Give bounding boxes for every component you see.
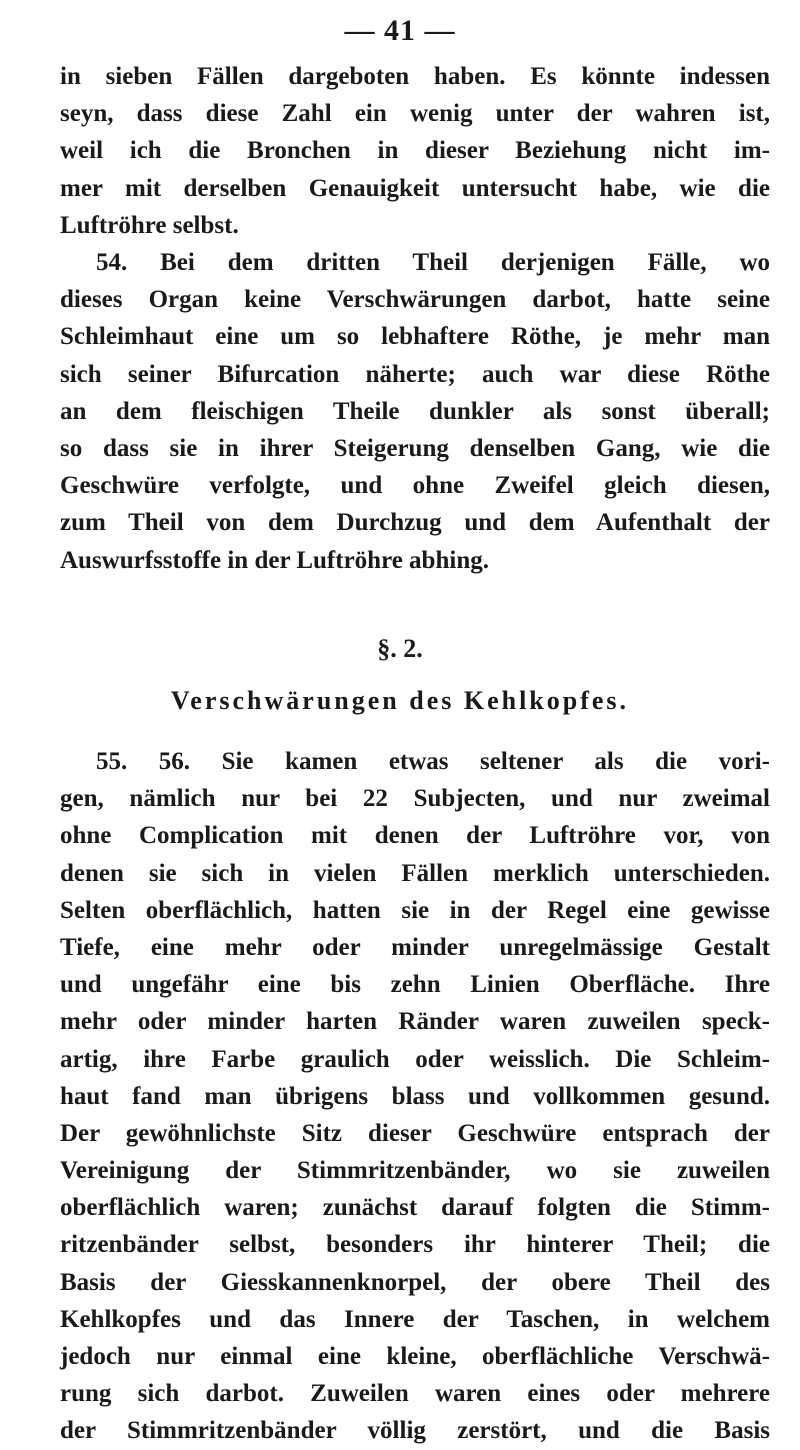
text-line: gen, nämlich nur bei 22 Subjecten, und nur zweimal: [60, 785, 770, 813]
text-line: weil ich die Bronchen in dieser Beziehung nicht im-: [60, 137, 770, 165]
text-line: Basis der Giesskannenknorpel, der obere Theil des: [60, 1268, 770, 1296]
text-line: rung sich darbot. Zuweilen waren eines oder mehrere: [60, 1380, 770, 1408]
section-heading: Verschwärungen des Kehlkopfes.: [170, 686, 630, 715]
text-line: Geschwüre verfolgte, und ohne Zweifel gleich diesen,: [60, 472, 770, 500]
text-line: zum Theil von dem Durchzug und dem Aufenthalt der: [60, 509, 770, 537]
paragraph-2: [60, 244, 770, 579]
text-line: Auswurfsstoffe in der Luftröhre abhing.: [60, 546, 489, 574]
text-line: Selten oberflächlich, hatten sie in der Regel eine gewisse: [60, 896, 770, 924]
text-line: an dem fleischigen Theile dunkler als sonst überall;: [60, 397, 770, 425]
text-line: so dass sie in ihrer Steigerung denselben Gang, wie die: [60, 434, 770, 462]
text-line: Vereinigung der Stimmritzenbänder, wo sie zuweilen: [60, 1157, 770, 1185]
text-line: ritzenbänder selbst, besonders ihr hinterer Theil; die: [60, 1231, 770, 1259]
text-line: Kehlkopfes und das Innere der Taschen, in welchem: [60, 1305, 770, 1333]
text-line: dieses Organ keine Verschwärungen darbot, hatte seine: [60, 286, 770, 314]
text-line: Der gewöhnlichste Sitz dieser Geschwüre entsprach der: [60, 1119, 770, 1147]
text-line: artig, ihre Farbe graulich oder weisslich. Die Schleim-: [60, 1045, 770, 1073]
text-line: der Stimmritzenbänder völlig zerstört, und die Basis: [60, 1417, 770, 1445]
paragraph-3: [60, 743, 770, 1450]
text-line: denen sie sich in vielen Fällen merklich unterschieden.: [60, 859, 770, 887]
text-line: in sieben Fällen dargeboten haben. Es könnte indessen: [60, 63, 770, 90]
text-line: mer mit derselben Genauigkeit untersucht habe, wie die: [60, 174, 770, 202]
text-line: Luftröhre selbst.: [60, 211, 239, 239]
text-line: seyn, dass diese Zahl ein wenig unter der wahren ist,: [60, 100, 770, 128]
section-number: §. 2.: [377, 634, 423, 663]
text-line: haut fand man übrigens blass und vollkommen gesund.: [60, 1082, 770, 1110]
paragraph-1: [60, 58, 770, 244]
text-line: ohne Complication mit denen der Luftröhre vor, von: [60, 822, 770, 850]
text-line: jedoch nur einmal eine kleine, oberflächliche Verschwä-: [60, 1343, 770, 1370]
text-line: 54. Bei dem dritten Theil derjenigen Fälle, wo: [96, 249, 770, 276]
text-line: sich seiner Bifurcation näherte; auch war diese Röthe: [60, 360, 770, 388]
text-line: und ungefähr eine bis zehn Linien Oberfläche. Ihre: [60, 971, 770, 999]
text-line: Tiefe, eine mehr oder minder unregelmässige Gestalt: [60, 933, 770, 961]
text-line: 55. 56. Sie kamen etwas seltener als die vori-: [96, 748, 770, 775]
text-line: oberflächlich waren; zunächst darauf folgten die Stimm-: [60, 1194, 770, 1222]
page-number: — 41 —: [344, 14, 456, 47]
text-line: mehr oder minder harten Ränder waren zuweilen speck-: [60, 1008, 770, 1036]
text-line: Schleimhaut eine um so lebhaftere Röthe, je mehr man: [60, 323, 770, 351]
